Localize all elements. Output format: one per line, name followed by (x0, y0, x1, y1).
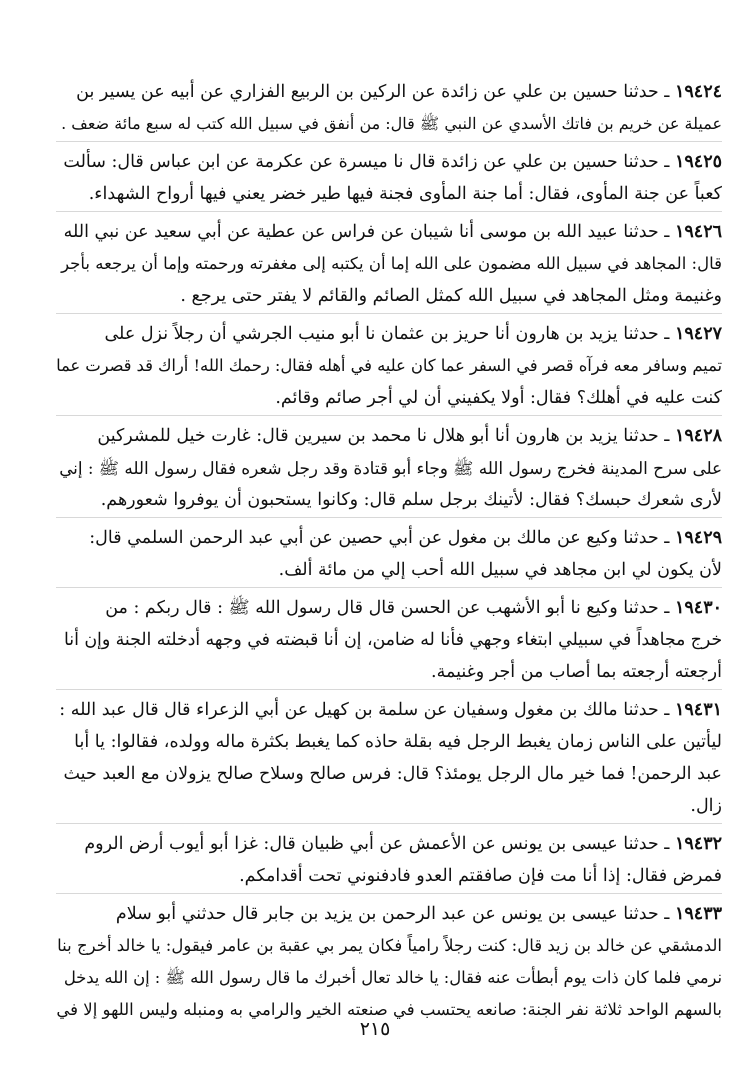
page-text (56, 76, 722, 1031)
hadith-text: عميلة عن خريم بن فاتك الأسدي عن النبي ﷺ قال: من أنفق في سبيل الله كتب له سبع مائة ضعف . (61, 114, 722, 133)
hadith-line (56, 484, 722, 516)
hadith-number: ١٩٤٢٥ (675, 152, 722, 172)
hadith-line (56, 726, 722, 758)
hadith-text: ـ حدثنا حسين بن علي عن زائدة قال نا ميسرة عن عكرمة عن ابن عباس قال: سألت (63, 152, 670, 172)
hadith-text: لأرى شعرك حبسك؟ فقال: لأتينك برجل سلم قال: وكانوا يستحبون أن يوفروا شعورهم. (100, 490, 722, 510)
hadith-text: ـ حدثنا عبيد الله بن موسى أنا شيبان عن فراس عن عطية عن أبي سعيد عن نبي الله (63, 222, 670, 242)
hadith-line (56, 420, 722, 452)
hadith-line (56, 76, 722, 108)
hadith-line (56, 828, 722, 860)
hadith-text: عبد الرحمن! فما خير مال الرجل يومئذ؟ قال: فرس صالح وسلاح صالح يزولان مع العبد حيث (63, 764, 722, 784)
hadith-text: ـ حدثنا يزيد بن هارون أنا حريز بن عثمان نا أبو منيب الجرشي أن رجلاً نزل على (104, 324, 670, 344)
hadith-text: ـ حدثنا يزيد بن هارون أنا أبو هلال نا محمد بن سيرين قال: غارت خيل للمشركين (97, 426, 670, 446)
hadith-text: كعباً عن جنة المأوى، فقال: أما جنة المأوى فجنة فيها طير خضر يعني فيها أرواح الشهداء. (88, 184, 722, 204)
hadith-number: ١٩٤٣١ (675, 700, 722, 720)
hadith-text: ـ حدثنا حسين بن علي عن زائدة عن الركين بن الربيع الفزاري عن أبيه عن يسير بن (76, 82, 670, 102)
hadith-line (56, 216, 722, 248)
hadith-line (56, 758, 722, 790)
hadith-text: أرجعته أرجعته بما أصاب من أجر وغنيمة. (431, 662, 722, 682)
hadith-line (56, 522, 722, 554)
hadith-text: تميم وسافر معه فرآه قصر في السفر عما كان عليه في أهله فقال: رحمك الله! أراك قد قصرت عما (56, 356, 722, 375)
hadith-line (56, 318, 722, 350)
hadith-paragraph (56, 76, 722, 142)
hadith-paragraph (56, 522, 722, 588)
hadith-text: ـ حدثنا وكيع نا أبو الأشهب عن الحسن قال قال رسول الله ﷺ : قال ربكم : من (105, 598, 670, 618)
hadith-line (56, 860, 722, 892)
hadith-paragraph (56, 146, 722, 212)
hadith-line (56, 592, 722, 624)
hadith-line (56, 554, 722, 586)
hadith-text: ـ حدثنا عيسى بن يونس عن عبد الرحمن بن يزيد بن جابر قال حدثني أبو سلام (115, 904, 670, 924)
hadith-text: ـ حدثنا وكيع عن مالك بن مغول عن أبي حصين عن أبي عبد الرحمن السلمي قال: (89, 528, 670, 548)
hadith-text: على سرح المدينة فخرج رسول الله ﷺ وجاء أبو قتادة وقد رجل شعره فقال رسول الله ﷺ : إني (59, 458, 722, 478)
hadith-line (56, 280, 722, 312)
hadith-paragraph (56, 592, 722, 690)
hadith-paragraph (56, 420, 722, 518)
hadith-number: ١٩٤٢٤ (675, 82, 722, 102)
hadith-text: ـ حدثنا عيسى بن يونس عن الأعمش عن أبي ظبيان قال: غزا أبو أيوب أرض الروم (84, 834, 670, 854)
hadith-line (56, 930, 722, 962)
hadith-number: ١٩٤٢٨ (675, 426, 722, 446)
hadith-line (56, 694, 722, 726)
hadith-number: ١٩٤٢٩ (675, 528, 722, 548)
hadith-text: بالسهم الواحد ثلاثة نفر الجنة: صانعه يحتسب في صنعته الخير والرامي به ومنبله وليس اللهو إلا في (56, 1000, 722, 1019)
hadith-text: ـ حدثنا مالك بن مغول وسفيان عن سلمة بن كهيل عن أبي الزعراء قال قال عبد الله : (59, 700, 670, 720)
page-number: ٢١٥ (359, 1018, 391, 1040)
hadith-line (56, 656, 722, 688)
hadith-text: ليأتين على الناس زمان يغبط الرجل فيه بقلة حاذه كما يغبط بكثرة ماله وولده، فقالوا: يا أبا (74, 732, 722, 752)
hadith-number: ١٩٤٣٠ (675, 598, 722, 618)
hadith-paragraph (56, 694, 722, 824)
hadith-number: ١٩٤٣٣ (675, 904, 722, 924)
hadith-line (56, 248, 722, 280)
hadith-line (56, 452, 722, 484)
hadith-text: كنت عليه في أهلك؟ فقال: أولا يكفيني أن لي أجر صائم وقائم. (275, 388, 722, 408)
hadith-number: ١٩٤٢٦ (675, 222, 722, 242)
hadith-paragraph (56, 898, 722, 1027)
hadith-text: وغنيمة ومثل المجاهد في سبيل الله كمثل الصائم والقائم لا يفتر حتى يرجع . (180, 286, 722, 306)
hadith-paragraph (56, 216, 722, 314)
hadith-text: الدمشقي عن خالد بن زيد قال: كنت رجلاً رامياً فكان يمر بي عقبة بن عامر فيقول: يا خالد أخرج بنا (57, 936, 722, 955)
hadith-line (56, 624, 722, 656)
hadith-text: فمرض فقال: إذا أنا مت فإن صافقتم العدو فادفنوني تحت أقدامكم. (239, 866, 722, 886)
hadith-line (56, 146, 722, 178)
hadith-number: ١٩٤٢٧ (675, 324, 722, 344)
hadith-line (56, 350, 722, 382)
hadith-text: قال: المجاهد في سبيل الله مضمون على الله إما أن يكتبه إلى مغفرته ورحمته وإما أن يرجعه بأجر (61, 254, 722, 273)
hadith-text: خرج مجاهداً في سبيلي ابتغاء وجهي فأنا له ضامن، إن أنا قبضته في وجهه أدخلته الجنة وإن أنا (64, 630, 722, 650)
hadith-text: نرمي فلما كان ذات يوم أبطأت عنه فقال: يا خالد تعال أخبرك ما قال رسول الله ﷺ : إن الله يدخل (63, 968, 722, 987)
hadith-text: لأن يكون لي ابن مجاهد في سبيل الله أحب إلي من مائة ألف. (278, 560, 722, 580)
hadith-line (56, 898, 722, 930)
hadith-line (56, 790, 722, 822)
hadith-line (56, 108, 722, 140)
hadith-paragraph (56, 828, 722, 894)
hadith-text: زال. (690, 796, 722, 816)
hadith-paragraph (56, 318, 722, 416)
hadith-number: ١٩٤٣٢ (675, 834, 722, 854)
hadith-line (56, 962, 722, 994)
hadith-line (56, 382, 722, 414)
hadith-line (56, 178, 722, 210)
